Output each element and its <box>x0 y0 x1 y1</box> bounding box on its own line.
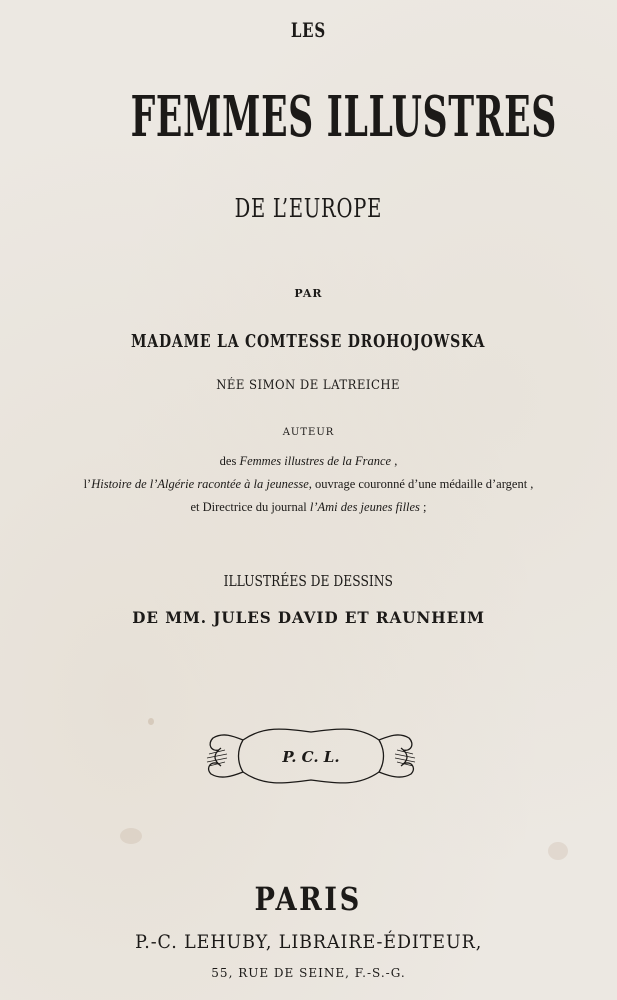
book-subtitle: DE L’EUROPE <box>234 194 383 224</box>
author-work-line: des Femmes illustres de la France , <box>219 454 398 468</box>
illustrations-note: ILLUSTRÉES DE DESSINS <box>223 572 394 590</box>
publisher-name: P.-C. LEHUBY, LIBRAIRE-ÉDITEUR, <box>134 931 483 953</box>
author-maiden-name: NÉE SIMON DE LATREICHE <box>216 378 401 393</box>
publication-city: PARIS <box>254 880 363 918</box>
author-name: MADAME LA COMTESSE DROHOJOWSKA <box>131 331 486 352</box>
publisher-emblem <box>203 718 419 794</box>
by-label: PAR <box>294 287 323 300</box>
ink-spot <box>148 718 154 725</box>
publisher-address: 55, RUE DE SEINE, F.-S.-G. <box>211 966 406 980</box>
book-title: FEMMES ILLUSTRES <box>130 84 557 150</box>
author-label: AUTEUR <box>282 427 335 438</box>
emblem-monogram: P. C. L. <box>282 748 340 766</box>
foxing-spot <box>548 842 568 860</box>
series-prefix: LES <box>290 18 327 42</box>
author-work-line: et Directrice du journal l’Ami des jeunes filles ; <box>190 500 427 514</box>
foxing-spot <box>120 828 142 844</box>
author-work-line: l’Histoire de l’Algérie racontée à la jeunesse, ouvrage couronné d’une médaille d’argent , <box>83 477 534 491</box>
illustrators: DE MM. JULES DAVID ET RAUNHEIM <box>132 608 485 627</box>
